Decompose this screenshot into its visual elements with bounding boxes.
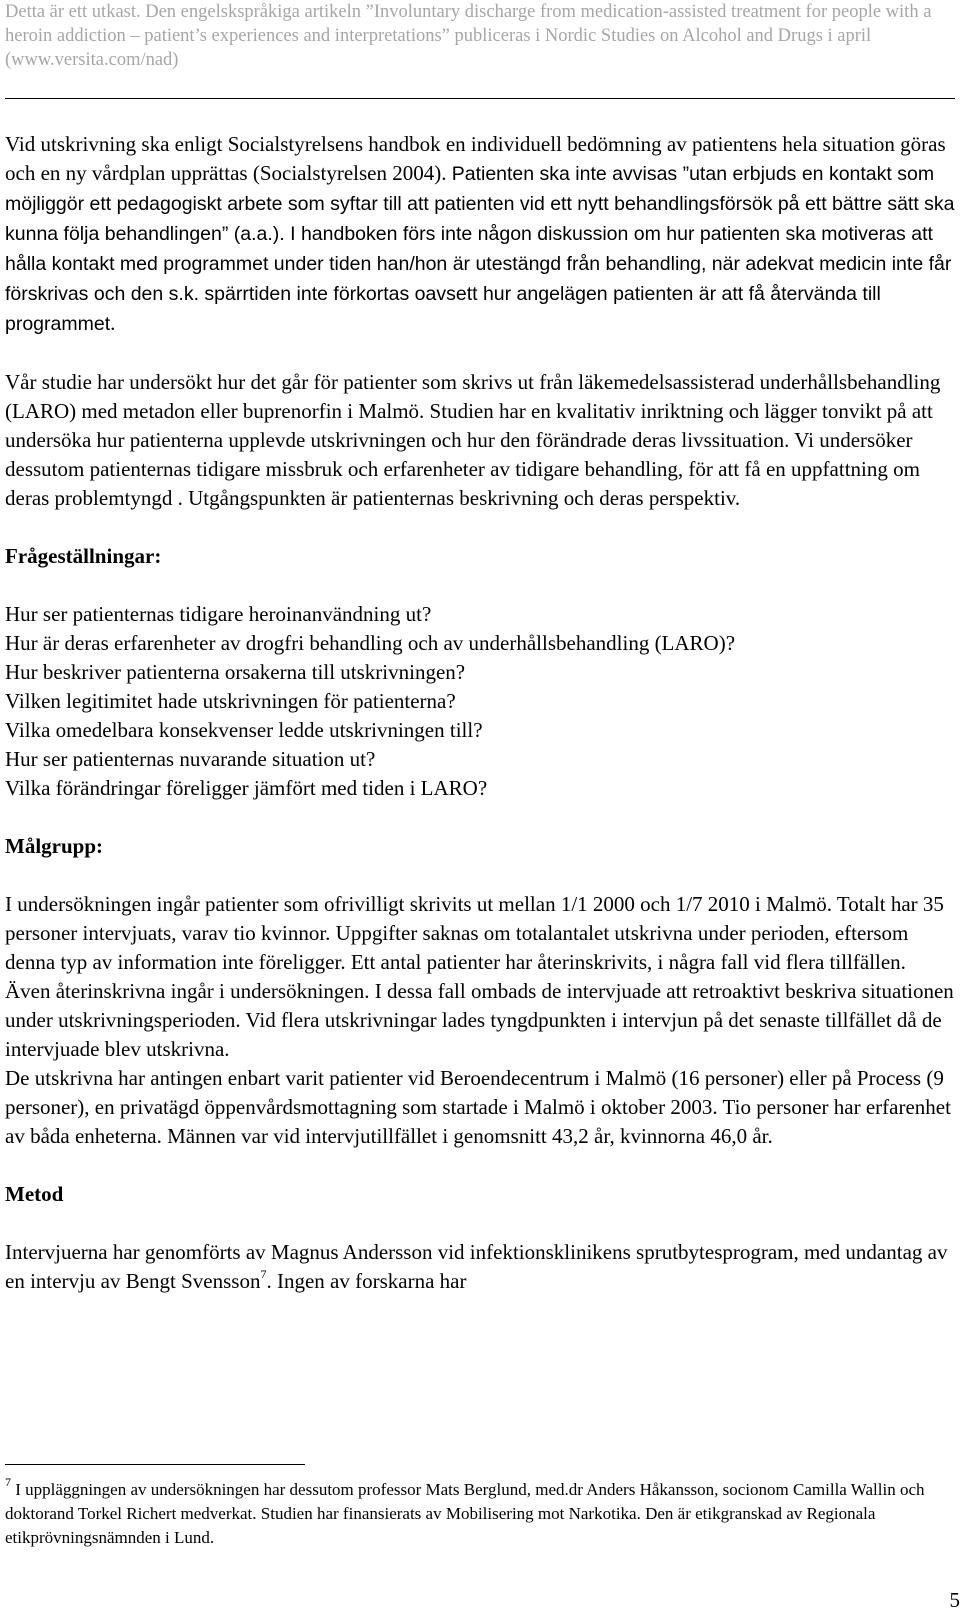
- intro-end: .: [110, 311, 116, 335]
- target-group-heading: Målgrupp:: [5, 834, 104, 858]
- questions-heading: Frågeställningar:: [5, 544, 162, 568]
- question-item: Vilka omedelbara konsekvenser ledde utskrivningen till?: [5, 718, 483, 742]
- document-body: [5, 130, 955, 1296]
- method-text-continued: . Ingen av forskarna har: [266, 1269, 467, 1293]
- footnote-marker: 7: [5, 1475, 11, 1490]
- header-divider: [5, 98, 955, 99]
- draft-header: [5, 0, 945, 72]
- question-item: Hur ser patienternas tidigare heroinanvändning ut?: [5, 602, 432, 626]
- footnote-text: I uppläggningen av undersökningen har dessutom professor Mats Berglund, med.dr Anders Håkansson, socionom Camilla Wallin och doktorand Torkel Richert medverkat. Studien har finansierats av Mobilisering mot Narkotika. Den är etikgranskad av Regionala etikprövningsnämnden i Lund.: [5, 1480, 925, 1547]
- method-paragraph: [5, 1238, 955, 1296]
- intro-sans-text: Patienten ska inte avvisas ”utan erbjuds en kontakt som möjliggör ett pedagogiskt arbete som syftar till att patienten vid ett nytt behandlingsförsök på ett bättre sätt ska kunna följa behandlingen” (a.a.). I handboken förs inte någon diskussion om hur patienten ska motiveras att hålla kontakt med programmet under tiden han/hon är utestängd från behandling, när adekvat medicin inte får förskrivas och den s.k. spärrtiden inte förkortas oavsett hur angelägen patienten är att få återvända till programmet: [5, 163, 955, 335]
- footnote: [5, 1475, 955, 1550]
- footnote-divider: [5, 1464, 305, 1465]
- target-group-paragraph-2: De utskrivna har antingen enbart varit patienter vid Beroendecentrum i Malmö (16 personer) eller på Process (9 personer), en privatägd öppenvårdsmottagning som startade i Malmö i oktober 2003. Tio personer har erfarenhet av båda enheterna. Männen var vid intervjutillfället i genomsnitt 43,2 år, kvinnorna 46,0 år.: [5, 1066, 951, 1148]
- method-heading: Metod: [5, 1182, 64, 1206]
- method-text: Intervjuerna har genomförts av Magnus Andersson vid infektionsklinikens sprutbytesprogram, med undantag av en intervju av Bengt Svensson: [5, 1240, 948, 1293]
- page-number: 5: [949, 1588, 960, 1612]
- questions-list: [5, 600, 955, 803]
- study-paragraph: Vår studie har undersökt hur det går för patienter som skrivs ut från läkemedelsassisterad underhållsbehandling (LARO) med metadon eller buprenorfin i Malmö. Studien har en kvalitativ inriktning och lägger tonvikt på att undersöka hur patienterna upplevde utskrivningen och hur den förändrade deras livssituation. Vi undersöker dessutom patienternas tidigare missbruk och erfarenheter av tidigare behandling, för att få en uppfattning om deras problemtyngd . Utgångspunkten är patienternas beskrivning och deras perspektiv.: [5, 370, 941, 510]
- question-item: Vilka förändringar föreligger jämfört med tiden i LARO?: [5, 776, 488, 800]
- question-item: Hur beskriver patienterna orsakerna till utskrivningen?: [5, 660, 466, 684]
- intro-paragraph: [5, 130, 955, 339]
- question-item: Hur är deras erfarenheter av drogfri behandling och av underhållsbehandling (LARO)?: [5, 631, 736, 655]
- draft-notice: Detta är ett utkast. Den engelskspråkiga artikeln ”Involuntary discharge from medication-assisted treatment for people with a heroin addiction – patient’s experiences and interpretations” publiceras i Nordic Studies on Alcohol and Drugs i april (www.versita.com/nad): [5, 2, 932, 70]
- footnote-reference[interactable]: 7: [260, 1267, 267, 1281]
- target-group-paragraph-1: I undersökningen ingår patienter som ofrivilligt skrivits ut mellan 1/1 2000 och 1/7 2010 i Malmö. Totalt har 35 personer intervjuats, varav tio kvinnor. Uppgifter saknas om totalantalet utskrivna under perioden, eftersom denna typ av information inte föreligger. Ett antal patienter har återinskrivits, i några fall vid flera tillfällen. Även återinskrivna ingår i undersökningen. I dessa fall ombads de intervjuade att retroaktivt beskriva situationen under utskrivningsperioden. Vid flera utskrivningar lades tyngdpunkten i intervjun på det senaste tillfället då de intervjuade blev utskrivna.: [5, 892, 954, 1061]
- intro-serif-text: Vid utskrivning ska enligt Socialstyrelsens handbok en individuell bedömning av patientens hela situation göras och en ny vårdplan upprättas (Socialstyrelsen 2004).: [5, 132, 946, 185]
- question-item: Vilken legitimitet hade utskrivningen för patienterna?: [5, 689, 456, 713]
- question-item: Hur ser patienternas nuvarande situation ut?: [5, 747, 376, 771]
